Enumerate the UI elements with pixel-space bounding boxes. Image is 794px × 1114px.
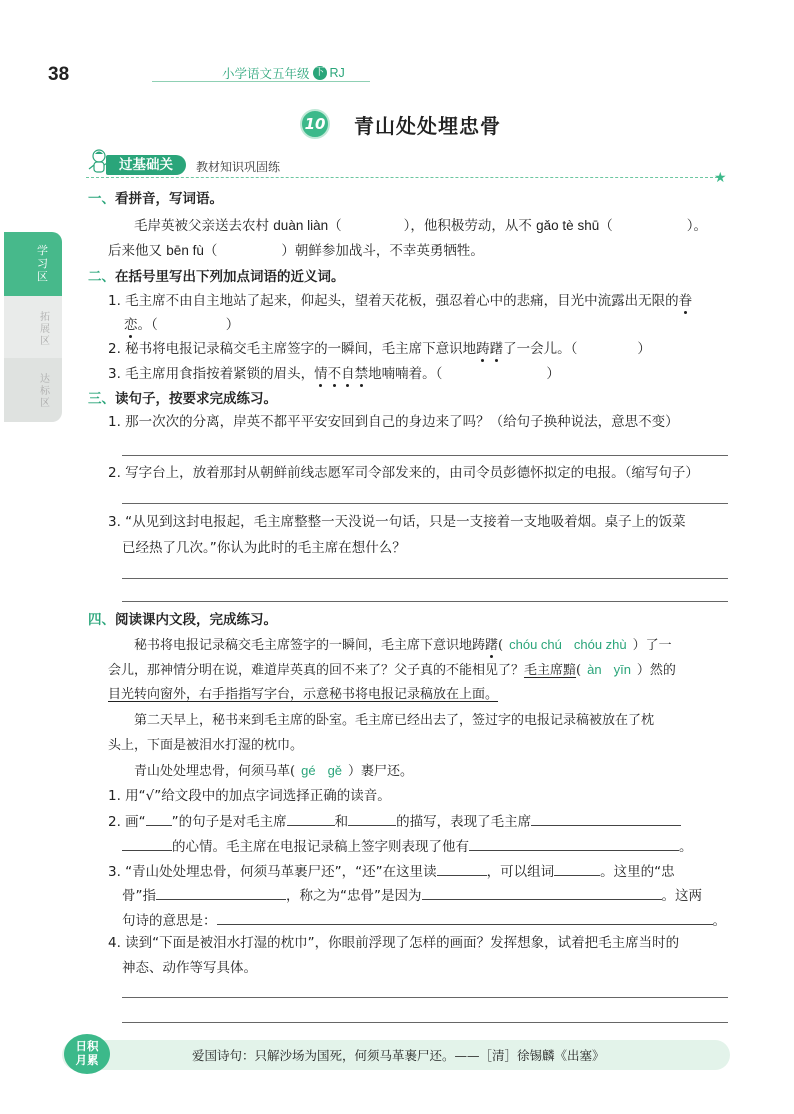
footer-badge-label: 日积月累 [75,1039,99,1067]
answer-line[interactable] [122,997,728,998]
answer-blank[interactable] [422,885,662,900]
star-icon: ★ [714,170,727,186]
answer-blank[interactable] [146,811,172,826]
sec3-q3-line-2: 已经热了几次。”你认为此时的毛主席在想什么？ [122,540,406,556]
answer-blank[interactable] [217,910,713,925]
sec4-q4-line-1: 4. 读到“下面是被泪水打湿的枕巾”，你眼前浮现了怎样的画面？发挥想象，试着把毛主席当时的 [108,935,680,951]
section-4-heading: 四、阅读课内文段，完成练习。 [88,612,277,628]
book-title-row [222,64,345,82]
pinyin-option[interactable]: gé [301,763,316,778]
answer-blank[interactable] [156,885,286,900]
lesson-number: 10 [304,115,326,133]
answer-line[interactable] [122,578,728,579]
pinyin-option[interactable]: gě [327,763,343,778]
pinyin-option[interactable]: àn [587,662,602,677]
sec2-q1-line-1: 1. 毛主席不由自主地站了起来，仰起头，望着天花板，强忍着心中的悲痛，目光中流露出无限的眷 [108,293,693,309]
sec3-q1: 1. 那一次次的分离，岸英不都平平安安回到自己的身边来了吗？（给句子换种说法，意思不变） [108,414,679,430]
reading-line-5: 头上，下面是被泪水打湿的枕巾。 [108,738,304,753]
answer-blank[interactable] [348,811,396,826]
sec1-line-1: 毛岸英被父亲送去农村 duàn liàn（ ），他积极劳动，从不 gǎo tè shū（ ）。 [134,218,707,234]
tab-learning-label: 学习区 [37,244,48,283]
book-title: 小学语文五年级 [222,66,310,81]
sec3-q2: 2. 写字台上，放着那封从朝鲜前线志愿军司令部发来的，由司令员彭德怀拟定的电报。（缩写句子） [108,465,699,481]
tab-standard[interactable] [4,358,62,422]
grade-badge: 下 [314,67,325,78]
footer-badge [64,1034,110,1074]
underlined-sentence: 毛主席黯 [524,663,577,678]
answer-blank[interactable] [469,836,679,851]
answer-line[interactable] [122,601,728,602]
edition-label: RJ [329,66,345,80]
section-1-heading: 一、看拼音，写词语。 [88,191,223,207]
answer-blank[interactable] [531,811,681,826]
tab-standard-label: 达标区 [40,374,50,409]
answer-blank[interactable] [287,811,335,826]
sec4-q4-line-2: 神态、动作等写具体。 [122,960,257,976]
banner-rule [86,177,718,178]
answer-blank[interactable] [122,836,172,851]
sec2-q1-line-2: 恋。（ ） [124,317,240,333]
reading-line-6: 青山处处埋忠骨，何须马革( gé gě ）裹尸还。 [134,763,414,779]
underlined-sentence: 目光转向窗外，右手指指写字台，示意秘书将电报记录稿放在上面。 [108,687,499,702]
sec1-line-2: 后来他又 bēn fù（ ）朝鲜参加战斗，不幸英勇牺牲。 [108,243,484,259]
sec2-q2: 2. 秘书将电报记录稿交毛主席签字的一瞬间，毛主席下意识地踌躇了一会儿。（ ） [108,341,651,357]
tab-extension-label: 拓展区 [40,312,50,347]
sec4-q3-line-1: 3. “青山处处埋忠骨，何须马革裹尸还”，“还”在这里读 ，可以组词 。这里的“忠 [108,861,675,881]
reading-line-2: 会儿，那神情分明在说，难道岸英真的回不来了？父子真的不能相见了？毛主席黯( àn yīn ）然的 [108,662,676,678]
answer-blank[interactable] [554,861,600,876]
sec4-q2-line-1: 2. 画“ ”的句子是对毛主席 和 的描写，表现了毛主席 [108,811,681,831]
sec3-q3-line-1: 3. “从见到这封电报起，毛主席整整一天没说一句话，只是一支接着一支地吸着烟。桌子上的饭菜 [108,514,686,530]
banner-subtitle: 教材知识巩固练 [196,160,281,174]
reading-line-1: 秘书将电报记录稿交毛主席签字的一瞬间，毛主席下意识地踌躇( chóu chú chóu zhù ）了一 [134,637,672,653]
lesson-title: 青山处处埋忠骨 [354,114,501,138]
footer-quote: 爱国诗句：只解沙场为国死，何须马革裹尸还。——［清］徐锡麟《出塞》 [192,1048,605,1063]
sec2-q3: 3. 毛主席用食指按着紧锁的眉头，情不自禁地喃喃着。（ ） [108,366,560,382]
reading-line-4: 第二天早上，秘书来到毛主席的卧室。毛主席已经出去了，签过字的电报记录稿被放在了枕 [134,713,655,728]
pinyin-option[interactable]: chóu zhù [573,637,627,652]
sec4-q3-line-2: 骨”指 ，称之为“忠骨”是因为 。这两 [122,885,702,905]
sec4-q2-line-2: 的心情。毛主席在电报记录稿上签字则表现了他有 。 [122,836,693,856]
sec4-q1: 1. 用“√”给文段中的加点字词选择正确的读音。 [108,788,391,804]
pinyin-option[interactable]: yīn [613,662,631,677]
page-number: 38 [48,64,70,85]
section-2-heading: 二、在括号里写出下列加点词语的近义词。 [88,269,345,285]
tab-extension[interactable] [4,296,62,358]
tab-learning[interactable] [4,232,62,296]
answer-line[interactable] [122,1022,728,1023]
answer-line[interactable] [122,455,728,456]
banner-label: 过基础关 [106,155,186,175]
side-tabs [0,232,62,422]
sec4-q3-line-3: 句诗的意思是： 。 [122,910,726,930]
pinyin-option[interactable]: chóu chú [509,637,562,652]
lesson-number-badge [300,109,330,139]
answer-line[interactable] [122,503,728,504]
answer-blank[interactable] [437,861,487,876]
section-3-heading: 三、读句子，按要求完成练习。 [88,391,277,407]
